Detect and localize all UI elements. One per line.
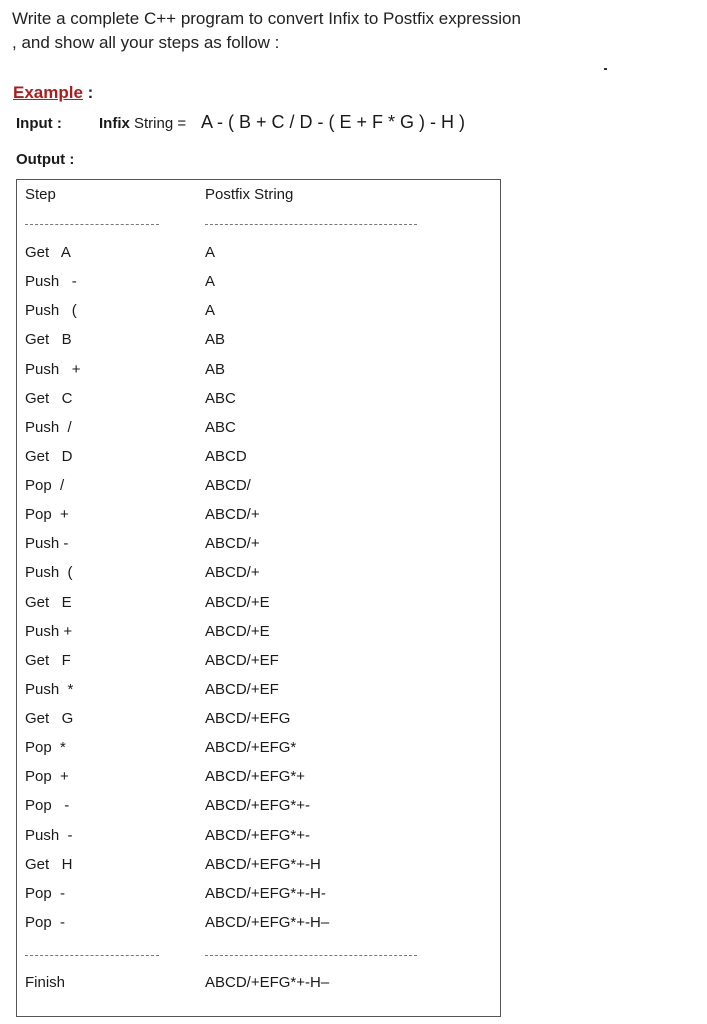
step-cell: Push (	[25, 302, 77, 319]
step-cell: Push -	[25, 273, 77, 290]
postfix-cell: ABCD/+E	[205, 623, 270, 640]
step-cell: Pop +	[25, 768, 69, 785]
step-cell: Push /	[25, 419, 72, 436]
postfix-cell: ABCD/+EFG*	[205, 739, 297, 756]
postfix-cell: AB	[205, 331, 226, 348]
step-cell: Get A	[25, 244, 71, 261]
postfix-cell: ABCD/+E	[205, 594, 270, 611]
output-label: Output :	[16, 151, 75, 168]
step-cell: Push +	[25, 623, 73, 640]
step-cell: Pop -	[25, 797, 70, 814]
infix-expression: A - ( B + C / D - ( E + F * G ) - H )	[201, 112, 466, 132]
postfix-cell: ABCD/+	[205, 506, 260, 523]
step-cell: Pop /	[25, 477, 65, 494]
postfix-cell: ABCD/+EFG*+-	[205, 797, 311, 814]
example-heading	[13, 81, 93, 105]
step-cell: Push -	[25, 827, 73, 844]
step-cell: Pop +	[25, 506, 69, 523]
postfix-cell: A	[205, 244, 216, 261]
input-label: Input :	[16, 115, 62, 132]
footer-divider-postfix	[205, 955, 417, 956]
postfix-cell: ABCD/+EF	[205, 652, 279, 669]
input-row	[16, 112, 616, 136]
step-cell: Pop -	[25, 914, 66, 931]
example-label: Example	[13, 83, 83, 102]
postfix-cell: A	[205, 273, 216, 290]
step-cell: Get F	[25, 652, 71, 669]
finish-postfix: ABCD/+EFG*+-H–	[205, 974, 330, 991]
header-divider-step	[25, 224, 159, 225]
postfix-cell: ABCD/+EFG*+-H–	[205, 914, 330, 931]
postfix-cell: AB	[205, 361, 226, 378]
step-cell: Get E	[25, 594, 72, 611]
postfix-cell: ABCD	[205, 448, 247, 465]
steps-table	[16, 179, 501, 1017]
postfix-cell: ABCD/+EF	[205, 681, 279, 698]
step-cell: Push +	[25, 361, 81, 378]
infix-string-label	[99, 112, 186, 136]
step-cell: Get G	[25, 710, 74, 727]
example-colon: :	[82, 83, 94, 102]
finish-step: Finish	[25, 974, 66, 991]
postfix-cell: ABCD/+EFG	[205, 710, 291, 727]
question-line-1: Write a complete C++ program to convert Infix to Postfix expression	[12, 9, 521, 28]
step-cell: Get B	[25, 331, 72, 348]
step-cell: Pop -	[25, 885, 66, 902]
step-cell: Get H	[25, 856, 73, 873]
postfix-cell: ABCD/+	[205, 564, 260, 581]
postfix-column-header: Postfix String	[205, 186, 294, 203]
postfix-cell: A	[205, 302, 216, 319]
stray-mark	[604, 68, 607, 70]
postfix-cell: ABCD/+EFG*+-H-	[205, 885, 326, 902]
postfix-cell: ABCD/+EFG*+-H	[205, 856, 321, 873]
postfix-cell: ABCD/	[205, 477, 251, 494]
step-cell: Get D	[25, 448, 73, 465]
question-line-2: , and show all your steps as follow :	[12, 33, 280, 52]
step-cell: Pop *	[25, 739, 66, 756]
footer-divider-step	[25, 955, 159, 956]
step-cell: Push *	[25, 681, 74, 698]
step-cell: Push (	[25, 564, 73, 581]
step-cell: Get C	[25, 390, 73, 407]
postfix-cell: ABCD/+EFG*+-	[205, 827, 311, 844]
postfix-cell: ABC	[205, 419, 236, 436]
infix-bold-word: Infix	[99, 115, 130, 132]
infix-label-rest: String =	[129, 115, 187, 132]
postfix-cell: ABC	[205, 390, 236, 407]
postfix-cell: ABCD/+EFG*+	[205, 768, 306, 785]
postfix-cell: ABCD/+	[205, 535, 260, 552]
step-cell: Push -	[25, 535, 69, 552]
header-divider-postfix	[205, 224, 417, 225]
step-column-header: Step	[25, 186, 56, 203]
